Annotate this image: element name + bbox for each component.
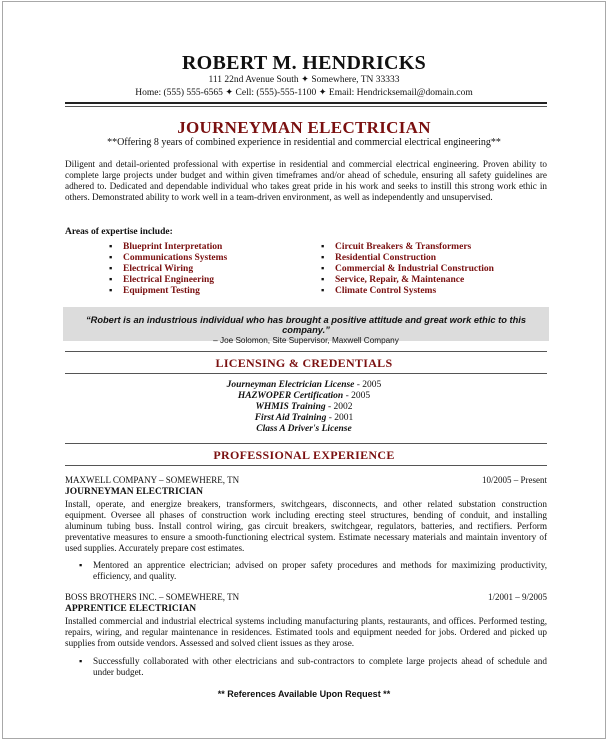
licensing-divider-top [65,351,547,352]
license-year: - 2002 [325,402,353,412]
license-name: Class A Driver's License [256,424,352,434]
license-name: Journeyman Electrician License [226,380,355,390]
job-achievement: ▪ Mentored an apprentice electrician; advised on proper safety procedures and methods for maximizing productivity, efficiency, and quality. [93,560,547,582]
resume-page [2,1,606,739]
contact-line: Home: (555) 555-6565 ✦ Cell: (555)-555-1100 ✦ Email: Hendricksemail@domain.com [135,88,473,98]
job-description: Install, operate, and energize breakers, transformers, switchgears, disconnects, and other related substation construction equipment. Oversee all phases of construction work including erecting steel structures, bending of conduit, and installing aluminum tubing buss. Install control wiring, gas circuit breakers, switchgear, regulators, batteries, and rectifiers. Perform preventative measures to ensure a smooth-functioning electrical system. Estimate necessary materials and maintain inventory of used supplies. Accurately prepare cost estimates. [65,499,547,553]
licensing-heading: LICENSING & CREDENTIALS [215,356,393,370]
license-name: HAZWOPER Certification [237,391,344,401]
license-item [3,391,605,402]
skills-list-left [123,242,227,297]
license-item [3,413,605,424]
skill-item: ▪ Electrical Wiring [123,264,227,275]
skill-item: ▪ Circuit Breakers & Transformers [335,242,494,253]
licensing-list [3,380,605,435]
license-item [3,402,605,413]
license-item [3,424,605,435]
job-position: APPRENTICE ELECTRICIAN [65,604,197,614]
job-position: JOURNEYMAN ELECTRICIAN [65,487,204,497]
header-divider-thin [65,106,547,107]
experience-divider-top [65,443,547,444]
job-dates: 1/2001 – 9/2005 [487,592,547,602]
header-divider-thick [65,102,547,104]
skill-item: ▪ Climate Control Systems [335,286,494,297]
areas-of-expertise-heading: Areas of expertise include: [65,227,173,237]
skill-item: ▪ Equipment Testing [123,286,227,297]
testimonial-box [63,307,549,345]
license-item [3,380,605,391]
professional-summary: Diligent and detail-oriented professional with expertise in residential and commercial electrical engineering. Proven ability to complete large projects under budget and within given timeframes and/or ahead of schedule, ensuring all safety guidelines are adhered to. Dedicated and dependable individual who takes great pride in his work and seeks to instill this strong work ethic in others. Demonstrated ability to work well in a team-driven environment, as well as independently and unsupervised. [65,159,547,202]
job-dates: 10/2005 – Present [482,475,547,485]
skill-item: ▪ Residential Construction [335,253,494,264]
license-year: - 2005 [343,391,371,401]
testimonial-quote: “Robert is an industrious individual who has brought a positive attitude and great work ethic to this company.” [85,315,527,335]
skill-item: ▪ Electrical Engineering [123,275,227,286]
license-name: WHMIS Training [255,402,326,412]
experience-tagline: **Offering 8 years of combined experience in residential and commercial electrical engineering** [107,137,501,148]
experience-heading: PROFESSIONAL EXPERIENCE [213,448,395,462]
experience-divider-bottom [65,465,547,466]
skill-item: ▪ Commercial & Industrial Construction [335,264,494,275]
license-year: - 2001 [326,413,354,423]
skill-item: ▪ Blueprint Interpretation [123,242,227,253]
job-company: BOSS BROTHERS INC. – SOMEWHERE, TN [65,592,240,602]
license-name: First Aid Training [254,413,327,423]
address-line: 111 22nd Avenue South ✦ Somewhere, TN 33333 [208,75,400,85]
licensing-divider-bottom [65,373,547,374]
job-company: MAXWELL COMPANY – SOMEWHERE, TN [65,475,240,485]
skill-item: ▪ Communications Systems [123,253,227,264]
license-year: - 2005 [354,380,382,390]
references-note: ** References Available Upon Request ** [217,689,391,699]
skills-list-right [335,242,494,297]
job-achievement: ▪ Successfully collaborated with other electricians and sub-contractors to complete large projects ahead of schedule and under budget. [93,656,547,678]
testimonial-attribution: – Joe Solomon, Site Supervisor, Maxwell Company [213,336,399,345]
candidate-name: ROBERT M. HENDRICKS [181,52,427,74]
skill-item: ▪ Service, Repair, & Maintenance [335,275,494,286]
job-title-heading: JOURNEYMAN ELECTRICIAN [177,118,431,137]
job-description: Installed commercial and industrial electrical systems including manufacturing plants, restaurants, and offices. Performed testing, repairs, wiring, and regular maintenance in residences. Estimated tools and equipment needed for jobs. Ordered and picked up supplies from outside vendors. Assessed and solved client issues as they arose. [65,616,547,648]
